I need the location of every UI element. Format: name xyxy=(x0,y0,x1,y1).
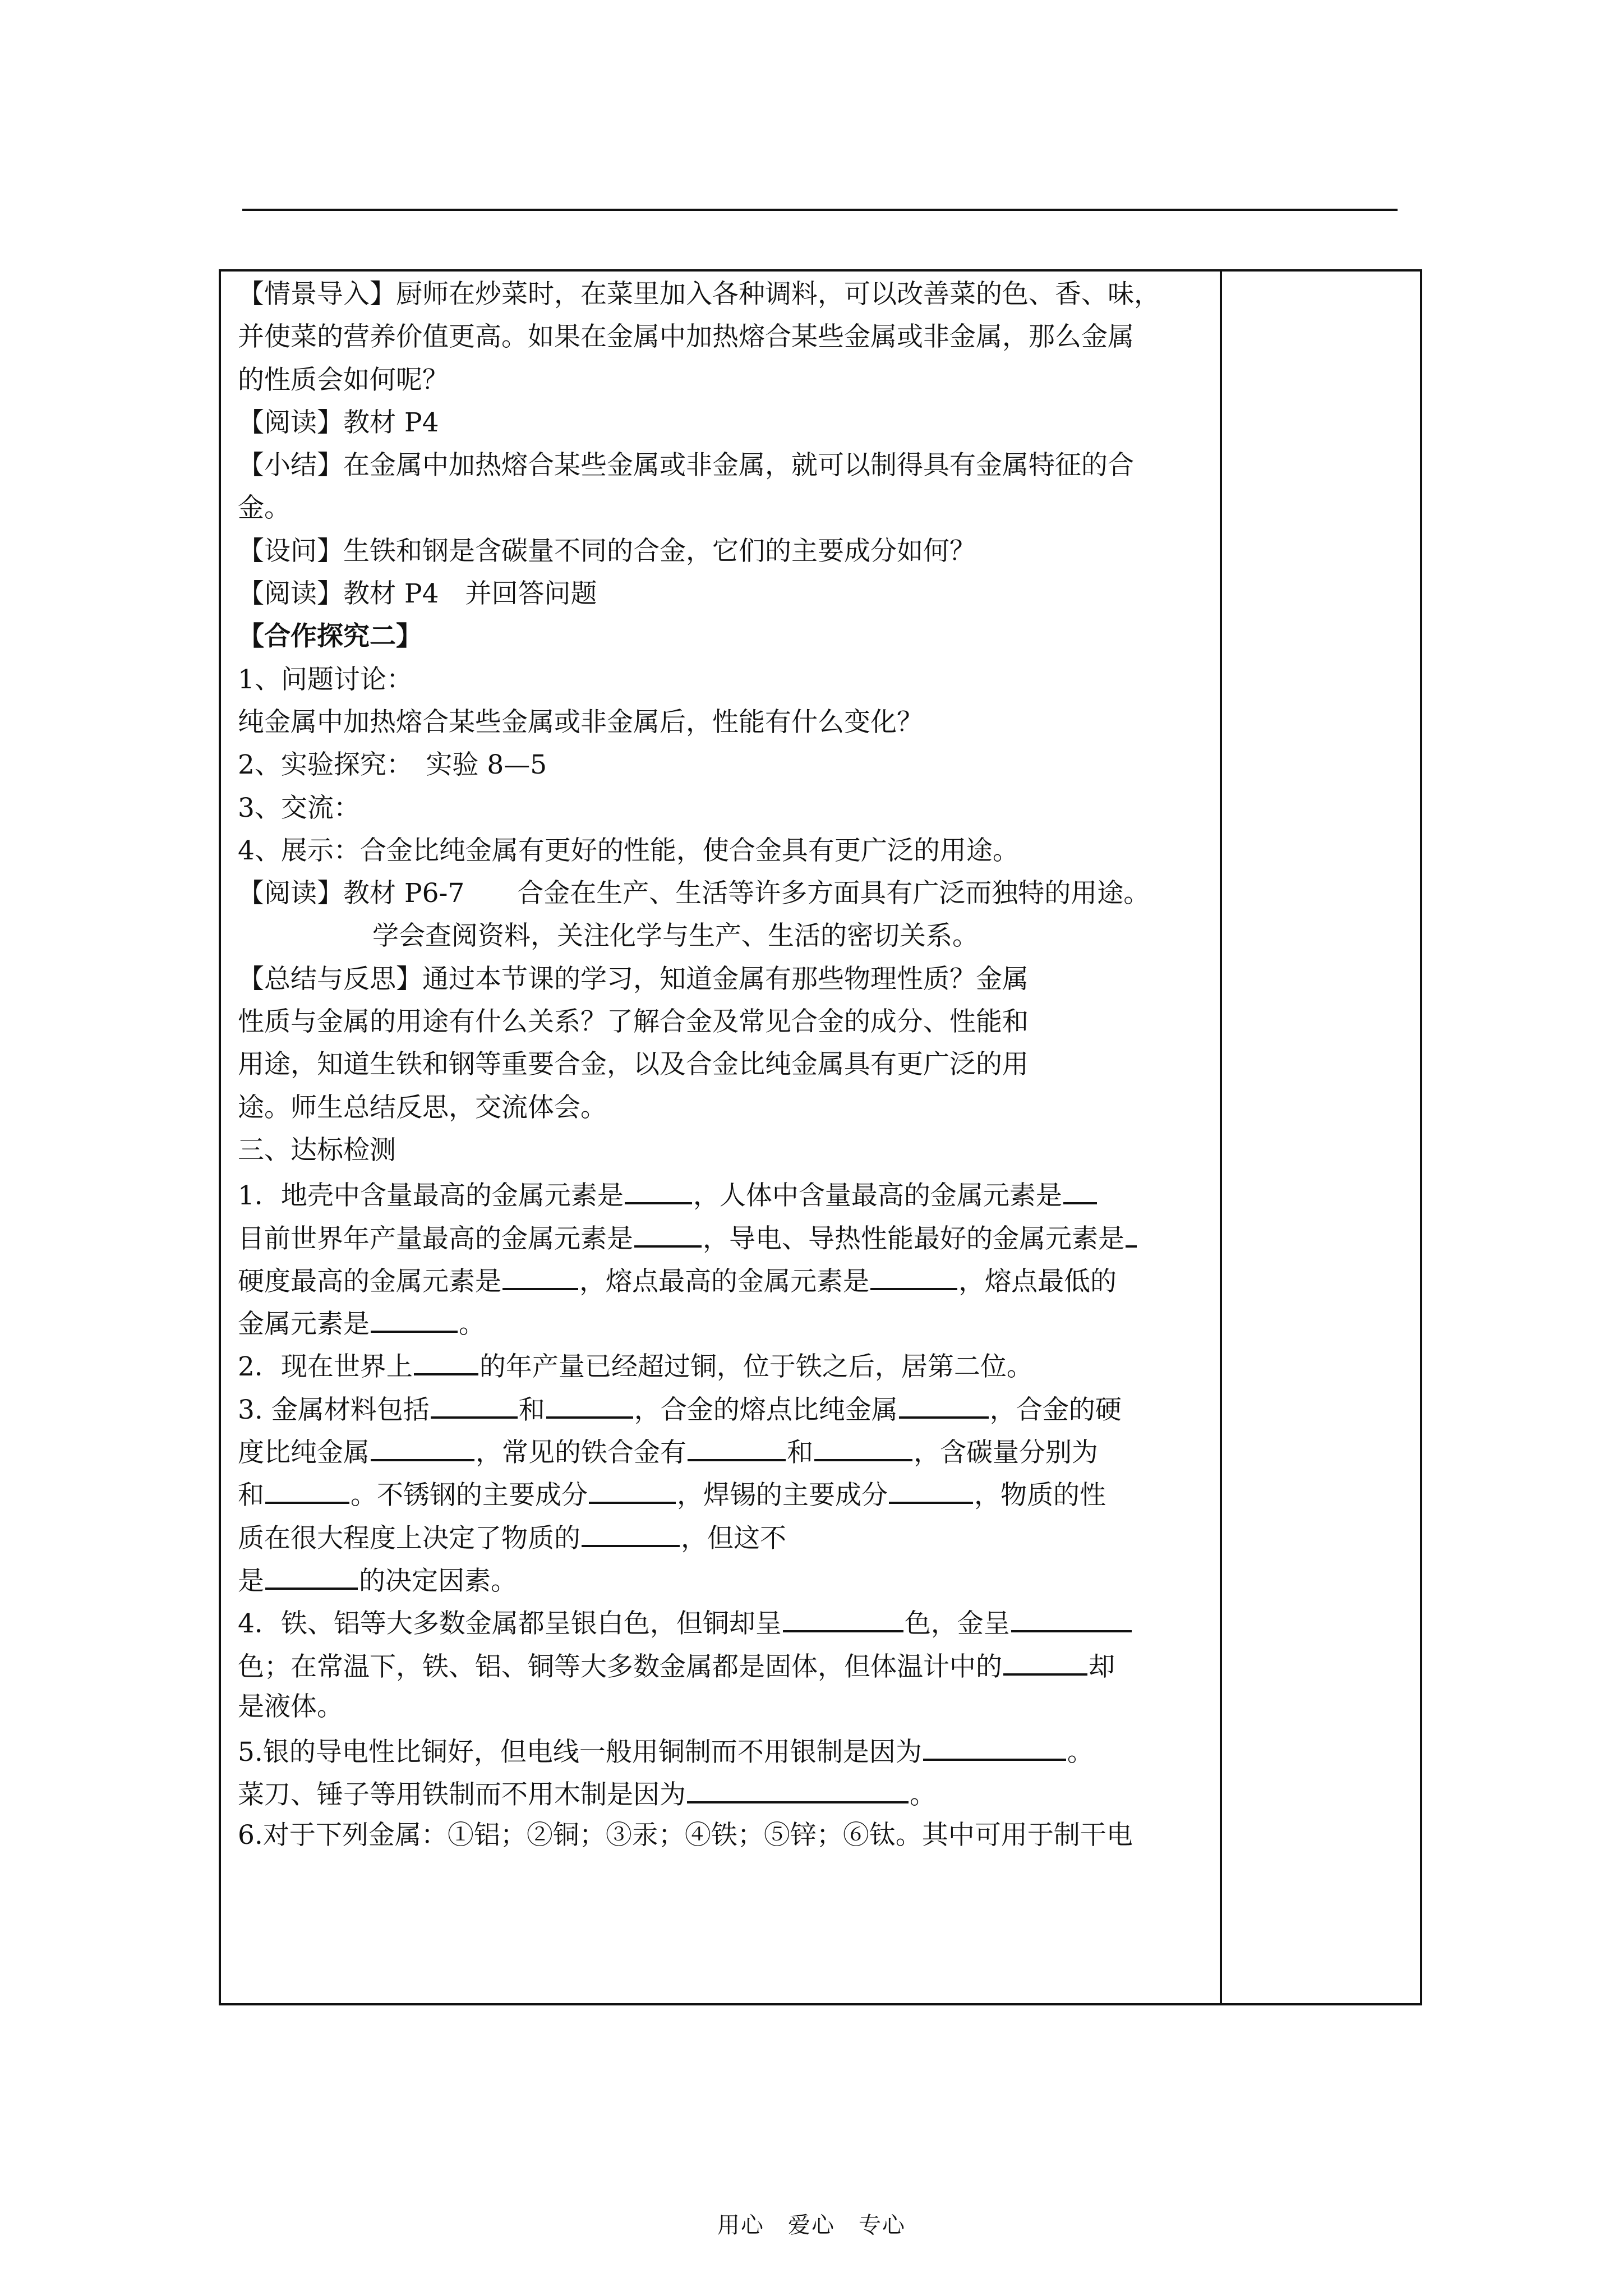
answer-blank[interactable] xyxy=(783,1600,903,1632)
question-3-cont: 质在很大程度上决定了物质的 ，但这不 xyxy=(238,1515,1214,1557)
answer-blank[interactable] xyxy=(265,1557,358,1590)
table-column-divider xyxy=(1220,269,1222,2005)
answer-blank[interactable] xyxy=(371,1300,458,1333)
coop-item: 纯金属中加热熔合某些金属或非金属后，性能有什么变化？ xyxy=(238,706,923,738)
summary-line: 金。 xyxy=(238,493,291,524)
reflection-line: 性质与金属的用途有什么关系？了解合金及常见合金的成分、性能和 xyxy=(238,1006,1029,1038)
answer-blank[interactable] xyxy=(1003,1643,1087,1676)
header-rule xyxy=(242,209,1398,211)
answer-blank[interactable] xyxy=(889,1471,973,1504)
coop-explore-title: 【合作探究二】 xyxy=(238,621,422,652)
question-3-cont: 度比纯金属 ，常见的铁合金有 和 ，含碳量分别为 xyxy=(238,1429,1214,1471)
read-note: 学会查阅资料，关注化学与生产、生活的密切关系。 xyxy=(372,921,979,952)
summary-line: 【小结】在金属中加热熔合某些金属或非金属，就可以制得具有金属特征的合 xyxy=(238,450,1134,481)
answer-blank[interactable] xyxy=(688,1429,786,1461)
answer-blank[interactable] xyxy=(371,1429,474,1461)
reflection-line: 【总结与反思】通过本节课的学习，知道金属有那些物理性质？金属 xyxy=(238,963,1029,995)
section-title-assessment: 三、达标检测 xyxy=(238,1134,396,1166)
question-1-cont: 目前世界年产量最高的金属元素是 ，导电、导热性能最好的金属元素是 xyxy=(238,1215,1214,1258)
read-textbook-p4: 【阅读】教材 P4 xyxy=(238,407,439,438)
question-6: 6.对于下列金属：①铝；②铜；③汞；④铁；⑤锌；⑥钛。其中可用于制干电 xyxy=(238,1819,1133,1851)
answer-blank[interactable] xyxy=(814,1429,912,1461)
reflection-line: 用途，知道生铁和钢等重要合金，以及合金比纯金属具有更广泛的用 xyxy=(238,1049,1029,1080)
answer-blank[interactable] xyxy=(1011,1600,1132,1632)
answer-blank[interactable] xyxy=(431,1386,518,1419)
read-textbook-answer: 【阅读】教材 P4 并回答问题 xyxy=(238,578,597,610)
coop-item: 4、展示：合金比纯金属有更好的性能，使合金具有更广泛的用途。 xyxy=(238,835,1019,866)
intro-line: 【情景导入】厨师在炒菜时，在菜里加入各种调料，可以改善菜的色、香、味， xyxy=(238,279,1160,310)
answer-blank[interactable] xyxy=(546,1386,633,1419)
answer-blank[interactable] xyxy=(414,1343,478,1375)
reflection-line: 途。师生总结反思，交流体会。 xyxy=(238,1092,607,1123)
page-footer: 用心 爱心 专心 xyxy=(717,2212,906,2238)
question-1-cont: 金属元素是 。 xyxy=(238,1300,1214,1343)
question-3-cont: 是 的决定因素。 xyxy=(238,1557,1214,1600)
answer-blank[interactable] xyxy=(502,1258,578,1290)
question-4-cont: 色；在常温下，铁、铝、铜等大多数金属都是固体，但体温计中的 却 xyxy=(238,1643,1214,1686)
answer-blank[interactable] xyxy=(1063,1172,1097,1204)
answer-blank[interactable] xyxy=(687,1771,909,1803)
answer-blank[interactable] xyxy=(899,1386,989,1419)
answer-blank[interactable] xyxy=(625,1172,692,1204)
question-1: 1．地壳中含量最高的金属元素是 ，人体中含量最高的金属元素是 xyxy=(238,1172,1214,1214)
answer-blank[interactable] xyxy=(582,1515,680,1547)
question-4-cont: 是液体。 xyxy=(238,1691,343,1722)
question-3-cont: 和 。不锈钢的主要成分 ，焊锡的主要成分 ，物质的性 xyxy=(238,1471,1214,1514)
coop-item: 2、实验探究： 实验 8—5 xyxy=(238,749,547,781)
question-2: 2．现在世界上 的年产量已经超过铜，位于铁之后，居第二位。 xyxy=(238,1343,1214,1386)
question-1-cont: 硬度最高的金属元素是 ，熔点最高的金属元素是 ，熔点最低的 xyxy=(238,1258,1214,1300)
intro-line: 的性质会如何呢？ xyxy=(238,364,449,395)
question-4: 4．铁、铝等大多数金属都呈银白色，但铜却呈 色，金呈 xyxy=(238,1600,1214,1642)
coop-item: 3、交流： xyxy=(238,792,360,823)
question-line: 【设问】生铁和钢是含碳量不同的合金，它们的主要成分如何？ xyxy=(238,535,976,567)
read-textbook-p6-7: 【阅读】教材 P6-7 合金在生产、生活等许多方面具有广泛而独特的用途。 xyxy=(238,878,1150,909)
answer-blank[interactable] xyxy=(923,1728,1066,1761)
question-5: 5.银的导电性比铜好，但电线一般用铜制而不用银制是因为 。 xyxy=(238,1728,1214,1771)
intro-line: 并使菜的营养价值更高。如果在金属中加热熔合某些金属或非金属，那么金属 xyxy=(238,321,1134,353)
coop-item: 1、问题讨论： xyxy=(238,664,413,695)
question-5-cont: 菜刀、锤子等用铁制而不用木制是因为 。 xyxy=(238,1771,1214,1814)
answer-blank[interactable] xyxy=(1126,1215,1137,1248)
lesson-content xyxy=(238,273,1214,2001)
answer-blank[interactable] xyxy=(589,1471,676,1504)
answer-blank[interactable] xyxy=(634,1215,702,1248)
answer-blank[interactable] xyxy=(265,1471,349,1504)
answer-blank[interactable] xyxy=(870,1258,957,1290)
question-3: 3. 金属材料包括 和 ，合金的熔点比纯金属 ，合金的硬 xyxy=(238,1386,1214,1429)
